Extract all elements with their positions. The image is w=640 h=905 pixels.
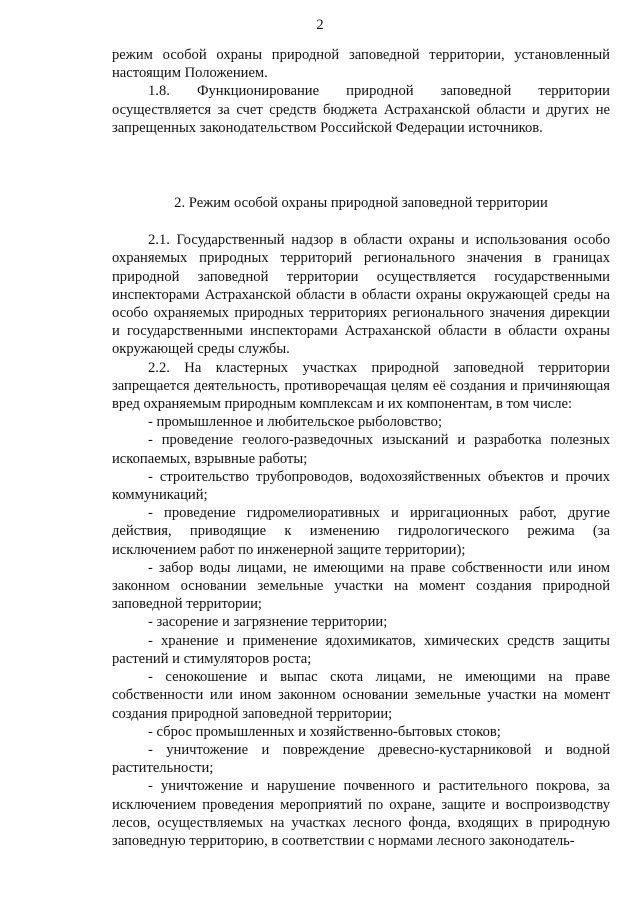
paragraph-2-2: 2.2. На кластерных участках природной заповедной территории запрещается деятельность, противоречащая целям её создания и причиняющая вред охраняемым природным комплексам и их компонентам, в том числе: xyxy=(112,359,610,413)
list-item: - промышленное и любительское рыболовство; xyxy=(148,414,443,431)
list-item: - засорение и загрязнение территории; xyxy=(148,614,388,631)
paragraph-2-1: 2.1. Государственный надзор в области охраны и использования особо охраняемых природных территорий регионального значения в границах природной заповедной территории осуществляется государственными инспекторами Астраханской области в области охраны окружающей среды на особо охраняемых природных территориях регионального значения дирекции и государственными инспекторами Астраханской области в области охраны окружающей среды службы. xyxy=(112,232,610,358)
list-item: - проведение гидромелиоративных и ирригационных работ, другие действия, приводящие к изменению гидрологического режима (за исключением работ по инженерной защите территории); xyxy=(112,505,610,558)
page-number: 2 xyxy=(316,17,324,33)
list-item: - строительство трубопроводов, водохозяйственных объектов и прочих коммуникаций; xyxy=(112,468,610,504)
list-item: - забор воды лицами, не имеющими на праве собственности или ином законном основании земельные участки на момент создания природной заповедной территории; xyxy=(112,559,610,613)
section-heading: 2. Режим особой охраны природной заповедной территории xyxy=(174,195,548,212)
list-item: - хранение и применение ядохимикатов, химических средств защиты растений и стимуляторов роста; xyxy=(112,632,610,667)
list-item: - проведение геолого-разведочных изысканий и разработка полезных ископаемых, взрывные работы; xyxy=(112,432,610,467)
list-item: - уничтожение и нарушение почвенного и растительного покрова, за исключением проведения мероприятий по охране, защите и воспроизводству лесов, осуществляемых на участках лесного фонда, входящих в природную заповедную территорию, в соответствии с нормами лесного законодатель- xyxy=(112,778,610,849)
list-item: - сенокошение и выпас скота лицами, не имеющими на праве собственности или ином законном основании земельные участки на момент создания природной заповедной территории; xyxy=(112,669,610,722)
list-item: - уничтожение и повреждение древесно-кустарниковой и водной растительности; xyxy=(112,741,610,777)
paragraph-continuation: режим особой охраны природной заповедной территории, установленный настоящим Положением. xyxy=(112,47,610,82)
paragraph-1-8: 1.8. Функционирование природной заповедной территории осуществляется за счет средств бюджета Астраханской области и других не запрещенных законодательством Российской Федерации источников. xyxy=(112,83,610,136)
list-item: - сброс промышленных и хозяйственно-бытовых стоков; xyxy=(148,723,501,740)
